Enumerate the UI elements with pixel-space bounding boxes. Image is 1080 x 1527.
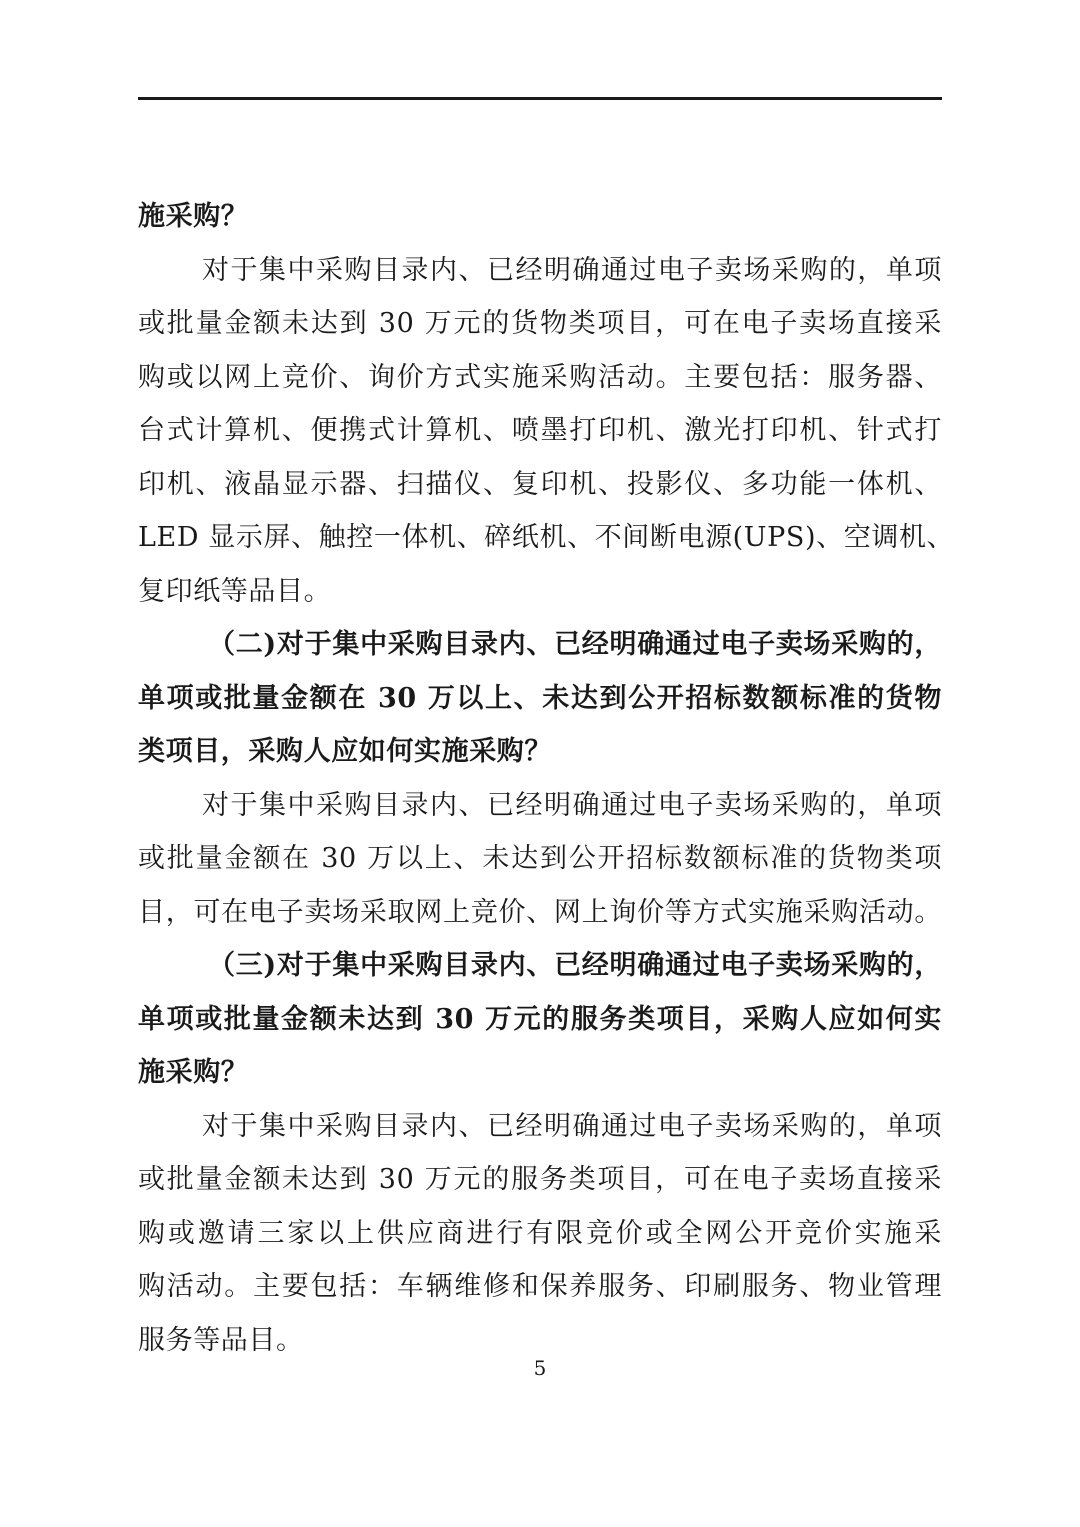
question-heading-line: 施采购？: [138, 201, 249, 232]
body-text-line: 对于集中采购目录内、已经明确通过电子卖场采购的，单项: [202, 254, 942, 286]
document-body: [138, 190, 955, 1367]
body-text-line: 目，可在电子卖场采取网上竞价、网上询价等方式实施采购活动。: [138, 896, 942, 928]
body-text-line: 或批量金额未达到 30 万元的服务类项目，可在电子卖场直接采: [138, 1164, 942, 1195]
page-number: 5: [533, 1356, 547, 1380]
question-heading-line: 单项或批量金额未达到 30 万元的服务类项目，采购人应如何实: [138, 1003, 942, 1035]
body-text-line: 服务等品目。: [138, 1324, 304, 1356]
body-text-line: 购活动。主要包括：车辆维修和保养服务、印刷服务、物业管理: [138, 1271, 942, 1302]
body-text-line: 购或以网上竞价、询价方式实施采购活动。主要包括：服务器、: [138, 361, 942, 393]
header-rule: [138, 97, 942, 100]
question-heading-line: 施采购？: [138, 1057, 249, 1088]
body-text-line: 台式计算机、便携式计算机、喷墨打印机、激光打印机、针式打: [138, 415, 942, 446]
body-text-line: 印机、液晶显示器、扫描仪、复印机、投影仪、多功能一体机、: [138, 468, 942, 500]
question-heading-line: 单项或批量金额在 30 万以上、未达到公开招标数额标准的货物: [138, 682, 942, 714]
body-text-line: 对于集中采购目录内、已经明确通过电子卖场采购的，单项: [202, 1110, 942, 1142]
body-text-line: 或批量金额未达到 30 万元的货物类项目，可在电子卖场直接采: [138, 308, 942, 339]
body-text-line: 或批量金额在 30 万以上、未达到公开招标数额标准的货物类项: [138, 843, 942, 874]
question-heading-line: （三)对于集中采购目录内、已经明确通过电子卖场采购的，: [208, 950, 942, 981]
body-text-line: LED 显示屏、触控一体机、碎纸机、不间断电源(UPS)、空调机、: [138, 522, 955, 553]
question-heading-line: （二)对于集中采购目录内、已经明确通过电子卖场采购的，: [208, 629, 942, 660]
question-heading-line: 类项目，采购人应如何实施采购？: [138, 736, 552, 767]
body-text-line: 对于集中采购目录内、已经明确通过电子卖场采购的，单项: [202, 789, 942, 821]
body-text-line: 购或邀请三家以上供应商进行有限竞价或全网公开竞价实施采: [138, 1217, 942, 1249]
body-text-line: 复印纸等品目。: [138, 575, 332, 607]
